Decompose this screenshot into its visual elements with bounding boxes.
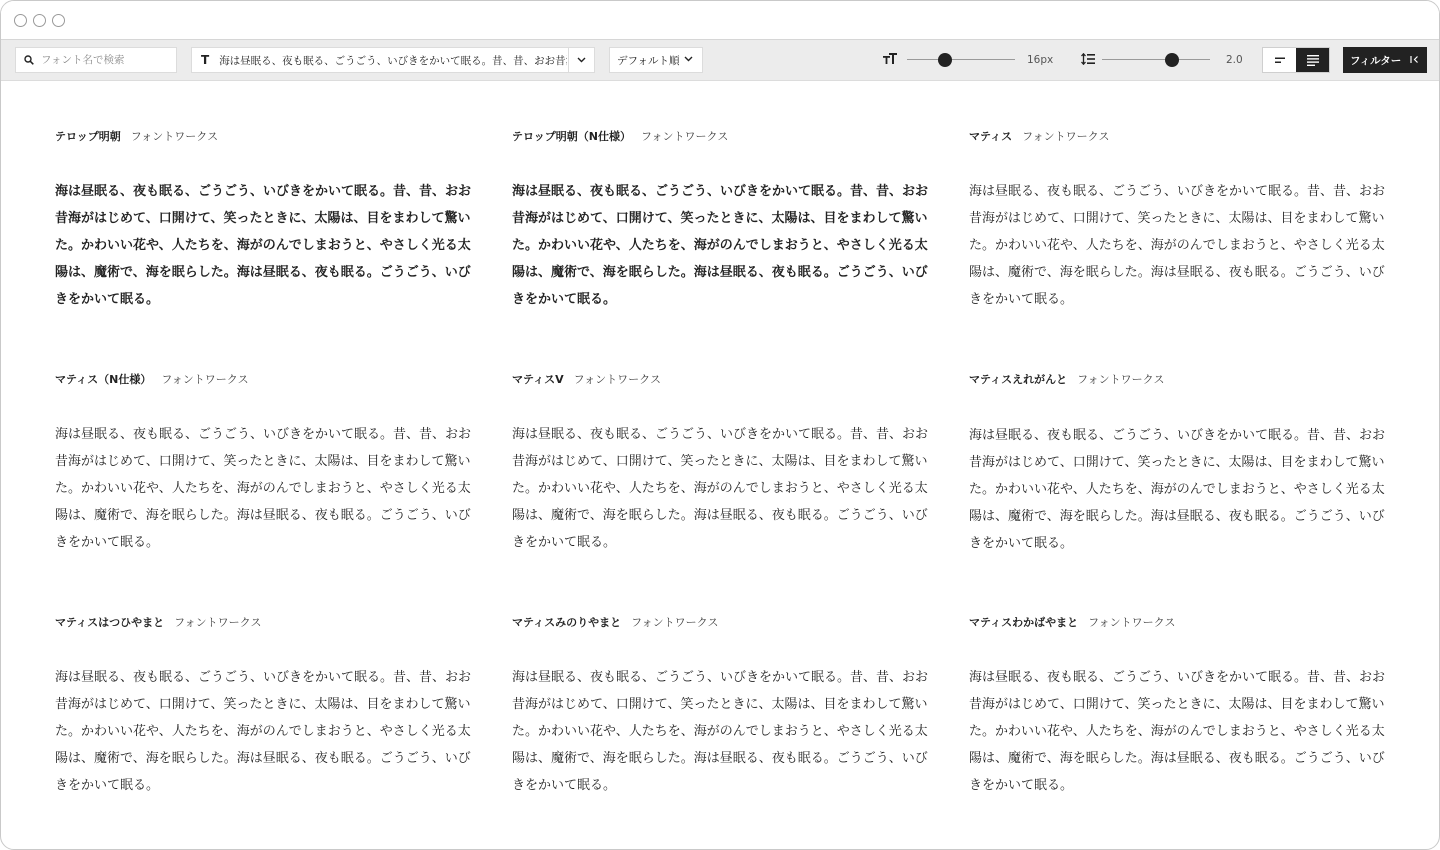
- font-maker: フォントワークス: [1022, 130, 1110, 143]
- font-maker: フォントワークス: [174, 616, 262, 629]
- font-name: テロップ明朝（N仕様）: [512, 130, 631, 143]
- align-short-button[interactable]: [1263, 48, 1296, 72]
- font-name: マティスえれがんと: [969, 373, 1068, 386]
- text-icon: T: [201, 53, 210, 67]
- sample-text-input[interactable]: [219, 54, 567, 66]
- font-sample-text: 海は昼眠る、夜も眠る、ごうごう、いびきをかいて眠る。昔、昔、おお昔海がはじめて、口開けて、笑ったときに、太陽は、目をまわして驚いた。かわいい花や、人たちを、海がのんでしまおうと、やさしく光る太陽は、魔術で、海を眠らした。海は昼眠る、夜も眠る。ごうごう、いびきをかいて眠る。: [969, 670, 1386, 793]
- font-maker: フォントワークス: [573, 373, 661, 386]
- filter-button-label: フィルター: [1350, 54, 1402, 67]
- font-name: マティスはつひやまと: [55, 616, 165, 629]
- font-maker: フォントワークス: [631, 616, 719, 629]
- font-name: マティス（N仕様）: [55, 373, 152, 386]
- line-height-slider-track: [1102, 59, 1210, 60]
- font-size-readout: 16px: [1027, 54, 1054, 66]
- line-height-slider[interactable]: [1102, 53, 1210, 67]
- font-sample-text: 海は昼眠る、夜も眠る、ごうごう、いびきをかいて眠る。昔、昔、おお昔海がはじめて、口開けて、笑ったときに、太陽は、目をまわして驚いた。かわいい花や、人たちを、海がのんでしまおうと、やさしく光る太陽は、魔術で、海を眠らした。海は昼眠る、夜も眠る。ごうごう、いびきをかいて眠る。: [512, 184, 929, 307]
- filter-button[interactable]: [1343, 47, 1427, 73]
- line-height-slider-handle[interactable]: [1165, 53, 1179, 67]
- line-height-icon: [1081, 53, 1095, 65]
- font-name: テロップ明朝: [55, 130, 121, 143]
- font-maker: フォントワークス: [1088, 616, 1176, 629]
- font-name: マティスV: [512, 373, 564, 386]
- toolbar: [1, 40, 1440, 81]
- chevron-down-icon: [684, 56, 693, 62]
- font-name: マティスわかばやまと: [969, 616, 1079, 629]
- font-sample-text: 海は昼眠る、夜も眠る、ごうごう、いびきをかいて眠る。昔、昔、おお昔海がはじめて、口開けて、笑ったときに、太陽は、目をまわして驚いた。かわいい花や、人たちを、海がのんでしまおうと、やさしく光る太陽は、魔術で、海を眠らした。海は昼眠る、夜も眠る。ごうごう、いびきをかいて眠る。: [512, 670, 929, 793]
- font-maker: フォントワークス: [130, 130, 219, 143]
- font-maker: フォントワークス: [161, 373, 249, 386]
- line-height-readout: 2.0: [1226, 54, 1243, 66]
- sample-text-box[interactable]: [191, 47, 595, 73]
- window-minimize-button[interactable]: [33, 14, 46, 27]
- font-sample-text: 海は昼眠る、夜も眠る、ごうごう、いびきをかいて眠る。昔、昔、おお昔海がはじめて、口開けて、笑ったときに、太陽は、目をまわして驚いた。かわいい花や、人たちを、海がのんでしまおうと、やさしく光る太陽は、魔術で、海を眠らした。海は昼眠る、夜も眠る。ごうごう、いびきをかいて眠る。: [969, 427, 1386, 550]
- title-bar: [1, 1, 1439, 40]
- font-size-icon: [883, 53, 897, 65]
- align-left-short-icon: [1274, 57, 1286, 64]
- sort-select[interactable]: [609, 47, 703, 73]
- chevron-down-icon: [577, 57, 586, 63]
- font-name: マティス: [969, 130, 1013, 143]
- sort-select-label: デフォルト順: [617, 54, 680, 67]
- align-justify-icon: [1307, 55, 1319, 66]
- window-zoom-button[interactable]: [52, 14, 65, 27]
- font-sample-text: 海は昼眠る、夜も眠る、ごうごう、いびきをかいて眠る。昔、昔、おお昔海がはじめて、口開けて、笑ったときに、太陽は、目をまわして驚いた。かわいい花や、人たちを、海がのんでしまおうと、やさしく光る太陽は、魔術で、海を眠らした。海は昼眠る、夜も眠る。ごうごう、いびきをかいて眠る。: [969, 184, 1386, 307]
- font-sample-text: 海は昼眠る、夜も眠る、ごうごう、いびきをかいて眠る。昔、昔、おお昔海がはじめて、口開けて、笑ったときに、太陽は、目をまわして驚いた。かわいい花や、人たちを、海がのんでしまおうと、やさしく光る太陽は、魔術で、海を眠らした。海は昼眠る、夜も眠る。ごうごう、いびきをかいて眠る。: [55, 184, 472, 307]
- window-close-button[interactable]: [14, 14, 27, 27]
- sample-text-dropdown-button[interactable]: [568, 48, 594, 72]
- font-search-box[interactable]: [15, 47, 177, 73]
- font-search-input[interactable]: [41, 54, 161, 66]
- text-align-toggle: [1262, 47, 1330, 73]
- font-sample-text: 海は昼眠る、夜も眠る、ごうごう、いびきをかいて眠る。昔、昔、おお昔海がはじめて、口開けて、笑ったときに、太陽は、目をまわして驚いた。かわいい花や、人たちを、海がのんでしまおうと、やさしく光る太陽は、魔術で、海を眠らした。海は昼眠る、夜も眠る。ごうごう、いびきをかいて眠る。: [55, 670, 472, 793]
- font-size-slider-track: [907, 59, 1015, 60]
- collapse-left-icon: [1410, 55, 1419, 64]
- font-name: マティスみのりやまと: [512, 616, 622, 629]
- search-icon: [24, 55, 34, 65]
- align-paragraph-button[interactable]: [1296, 48, 1329, 72]
- font-sample-text: 海は昼眠る、夜も眠る、ごうごう、いびきをかいて眠る。昔、昔、おお昔海がはじめて、口開けて、笑ったときに、太陽は、目をまわして驚いた。かわいい花や、人たちを、海がのんでしまおうと、やさしく光る太陽は、魔術で、海を眠らした。海は昼眠る、夜も眠る。ごうごう、いびきをかいて眠る。: [55, 427, 472, 550]
- font-sample-text: 海は昼眠る、夜も眠る、ごうごう、いびきをかいて眠る。昔、昔、おお昔海がはじめて、口開けて、笑ったときに、太陽は、目をまわして驚いた。かわいい花や、人たちを、海がのんでしまおうと、やさしく光る太陽は、魔術で、海を眠らした。海は昼眠る、夜も眠る。ごうごう、いびきをかいて眠る。: [512, 427, 929, 550]
- font-maker: フォントワークス: [1077, 373, 1165, 386]
- font-maker: フォントワークス: [641, 130, 729, 143]
- font-size-slider-handle[interactable]: [938, 53, 952, 67]
- font-size-slider[interactable]: [907, 53, 1015, 67]
